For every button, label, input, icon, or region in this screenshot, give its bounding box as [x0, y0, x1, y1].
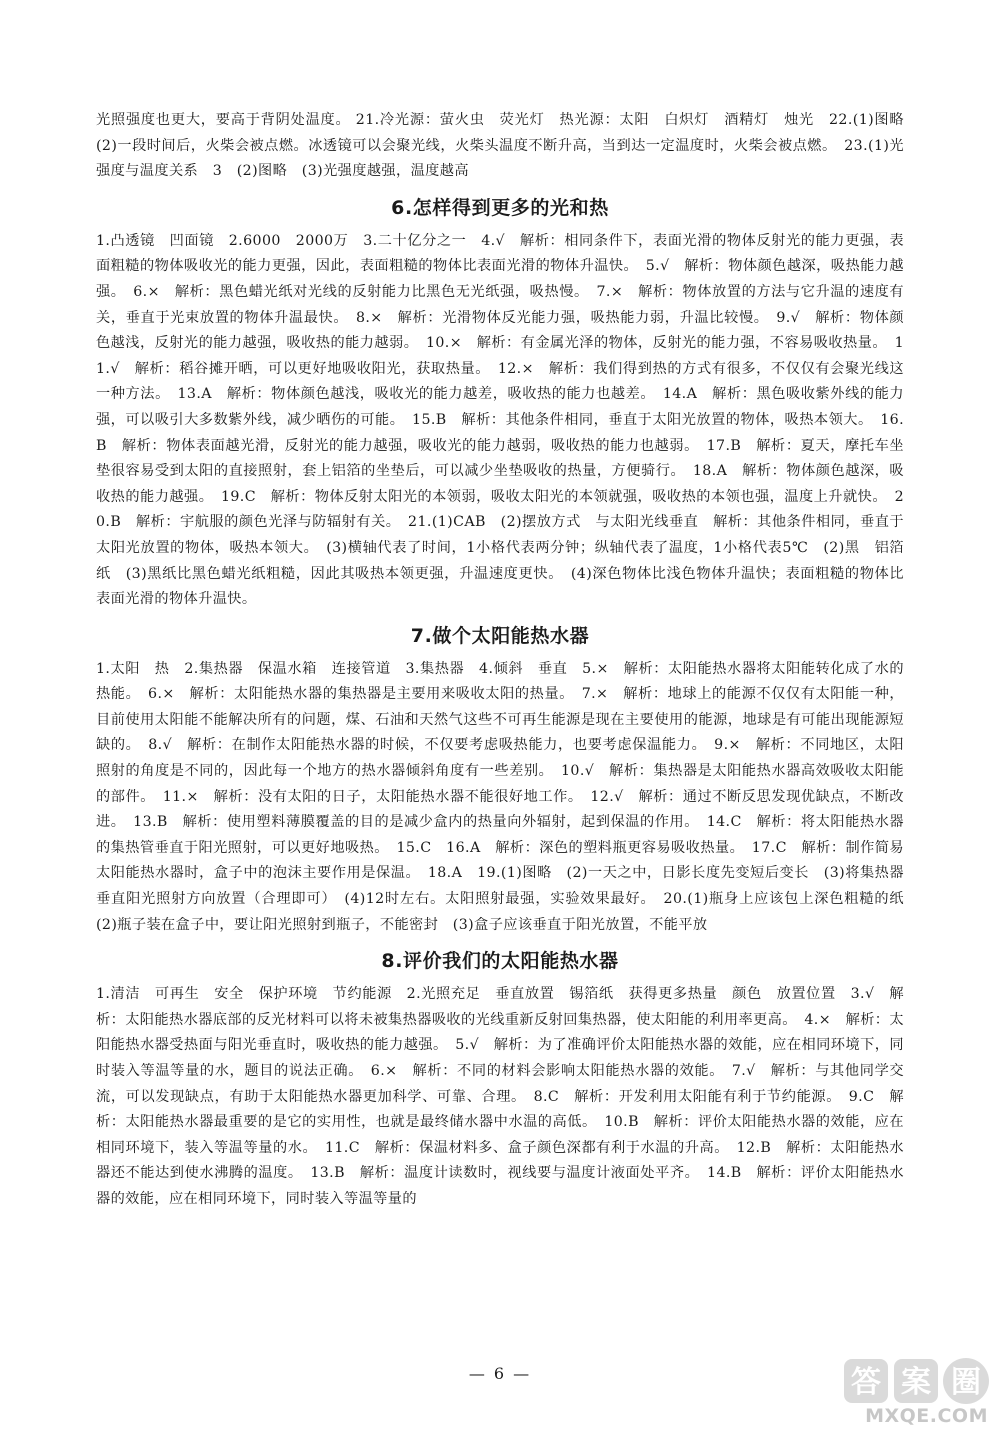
section-answers-6: 1.凸透镜 凹面镜 2.6000 2000万 3.二十亿分之一 4.√ 解析：相同条件下，表面光滑的物体反射光的能力更强，表面粗糙的物体吸收光的能力更强，因此，表面粗糙的物体比表面光滑的物体升温快。 5.√ 解析：物体颜色越深，吸热能力越强。 6.× 解析：黑色蜡光纸对光线的反射能力比黑色无光纸强，吸热慢。 7.× 解析：物体放置的方法与它升温的速度有关，垂直于光束放置的物体升温最快。 8.× 解析：光滑物体反光能力强，吸热能力弱，升温比较慢。 9.√ 解析：物体颜色越浅，反射光的能力越强，吸收热的能力越弱。 10.× 解析：有金属光泽的物体，反射光的能力强，不容易吸收热量。 11.√ 解析：稻谷摊开晒，可以更好地吸收阳光，获取热量。 12.× 解析：我们得到热的方式有很多，不仅仅有会聚光线这一种方法。 13.A 解析：物体颜色越浅，吸收光的能力越差，吸收热的能力也越差。 14.A 解析：黑色吸收紫外线的能力强，可以吸引大多数紫外线，减少晒伤的可能。 15.B 解析：其他条件相同，垂直于太阳光放置的物体，吸热本领大。 16.B 解析：物体表面越光滑，反射光的能力越强，吸收光的能力越弱，吸收热的能力也越弱。 17.B 解析：夏天，摩托车坐垫很容易受到太阳的直接照射，套上铝箔的坐垫后，可以减少坐垫吸收的热量，方便骑行。 18.A 解析：物体颜色越深，吸收热的能力越强。 19.C 解析：物体反射太阳光的本领弱，吸收太阳光的本领就强，吸收热的本领也强，温度上升就快。 20.B 解析：宇航服的颜色光泽与防辐射有关。 21.(1)CAB (2)摆放方式 与太阳光线垂直 解析：其他条件相同，垂直于太阳光放置的物体，吸热本领大。 (3)横轴代表了时间，1小格代表两分钟；纵轴代表了温度，1小格代表5℃ (2)黑 铝箔纸 (3)黑纸比黑色蜡光纸粗糙，因此其吸热本领更强，升温速度更快。 (4)深色物体比浅色物体升温快；表面粗糙的物体比表面光滑的物体升温快。 [96, 232, 905, 608]
page-content [96, 108, 919, 1213]
svg-text:答: 答 [851, 1365, 881, 1400]
svg-text:案: 案 [901, 1365, 931, 1400]
page-number: — 6 — [468, 1364, 532, 1383]
continued-answers: 光照强度也更大，要高于背阴处温度。 21.冷光源：萤火虫 荧光灯 热光源：太阳 白炽灯 酒精灯 烛光 22.(1)图略 (2)一段时间后，火柴会被点燃。冰透镜可以会聚光线，火柴头温度不断升高，当到达一定温度时，火柴会被点燃。 23.(1)光强度与温度关系 3 (2)图略 (3)光强度越强，温度越高 [96, 112, 919, 180]
section-answers-7: 1.太阳 热 2.集热器 保温水箱 连接管道 3.集热器 4.倾斜 垂直 5.× 解析：太阳能热水器将太阳能转化成了水的热能。 6.× 解析：太阳能热水器的集热器是主要用来吸收太阳的热量。 7.× 解析：地球上的能源不仅仅有太阳能一种，目前使用太阳能不能解决所有的问题，煤、石油和天然气这些不可再生能源是现在主要使用的能源，地球是有可能出现能源短缺的。 8.√ 解析：在制作太阳能热水器的时候，不仅要考虑吸热能力，也要考虑保温能力。 9.× 解析：不同地区，太阳照射的角度是不同的，因此每一个地方的热水器倾斜角度有一些差别。 10.√ 解析：集热器是太阳能热水器高效吸收太阳能的部件。 11.× 解析：没有太阳的日子，太阳能热水器不能很好地工作。 12.√ 解析：通过不断反思发现优缺点，不断改进。 13.B 解析：使用塑料薄膜覆盖的目的是减少盒内的热量向外辐射，起到保温的作用。 14.C 解析：将太阳能热水器的集热管垂直于阳光照射，可以更好地吸热。 15.C 16.A 解析：深色的塑料瓶更容易吸收热量。 17.C 解析：制作简易太阳能热水器时，盒子中的泡沫主要作用是保温。 18.A 19.(1)图略 (2)一天之中，日影长度先变短后变长 (3)将集热器垂直阳光照射方向放置（合理即可） (4)12时左右。太阳照射最强，实验效果最好。 20.(1)瓶身上应该包上深色粗糙的纸 (2)瓶子装在盒子中，要让阳光照射到瓶子，不能密封 (3)盒子应该垂直于阳光放置，不能平放 [96, 660, 919, 933]
site-watermark [842, 1355, 992, 1429]
svg-text:圈: 圈 [951, 1365, 981, 1400]
section-answers-8: 1.清洁 可再生 安全 保护环境 节约能源 2.光照充足 垂直放置 锡箔纸 获得更多热量 颜色 放置位置 3.√ 解析：太阳能热水器底部的反光材料可以将未被集热器吸收的光线重新反射回集热器，使太阳能的利用率更高。 4.× 解析：太阳能热水器受热面与阳光垂直时，吸收热的能力越强。 5.√ 解析：为了准确评价太阳能热水器的效能，应在相同环境下，同时装入等温等量的水，题目的说法正确。 6.× 解析：不同的材料会影响太阳能热水器的效能。 7.√ 解析：与其他同学交流，可以发现缺点，有助于太阳能热水器更加科学、可靠、合理。 8.C 解析：开发利用太阳能有利于节约能源。 9.C 解析：太阳能热水器最重要的是它的实用性，也就是最终储水器中水温的高低。 10.B 解析：评价太阳能热水器的效能，应在相同环境下，装入等温等量的水。 11.C 解析：保温材料多、盒子颜色深都有利于水温的升高。 12.B 解析：太阳能热水器还不能达到使水沸腾的温度。 13.B 解析：温度计读数时，视线要与温度计液面处平齐。 14.B 解析：评价太阳能热水器的效能，应在相同环境下，同时装入等温等量的 [96, 986, 904, 1207]
watermark-logo-icon [842, 1355, 992, 1407]
section-title-7: 7.做个太阳能热水器 [410, 624, 590, 647]
section-title-8: 8.评价我们的太阳能热水器 [381, 950, 619, 973]
watermark-url: MXQE.COM [865, 1405, 988, 1427]
section-title-6: 6.怎样得到更多的光和热 [391, 196, 609, 219]
